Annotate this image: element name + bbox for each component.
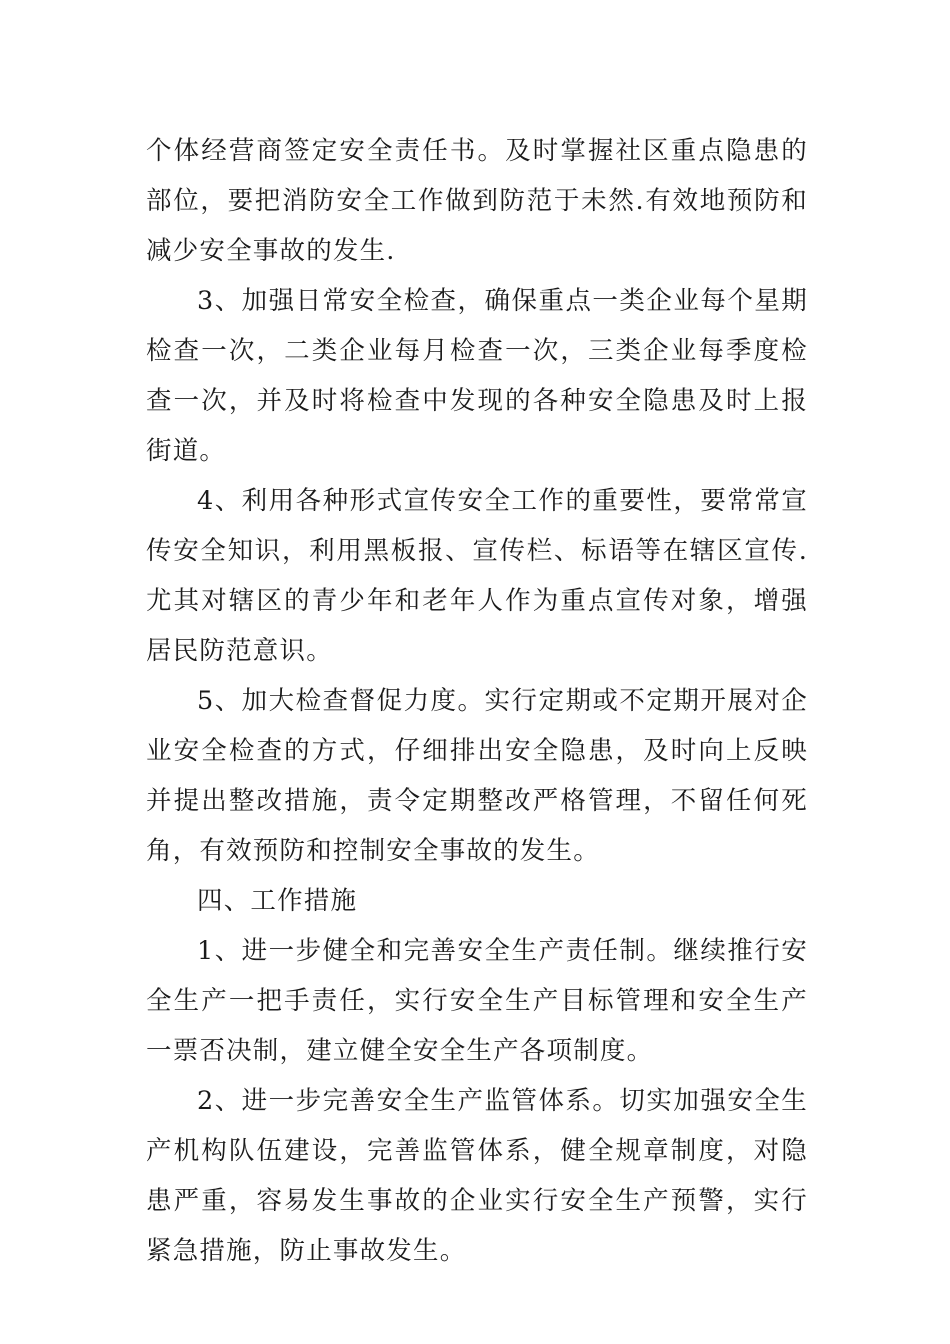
paragraph-measure-1: 1、进一步健全和完善安全生产责任制。继续推行安全生产一把手责任，实行安全生产目标管理和安全生产一票否决制，建立健全安全生产各项制度。 — [146, 936, 808, 1066]
paragraph-continuation: 个体经营商签定安全责任书。及时掌握社区重点隐患的部位，要把消防安全工作做到防范于未然.有效地预防和减少安全事故的发生. — [146, 136, 808, 266]
paragraph-item-3: 3、加强日常安全检查，确保重点一类企业每个星期检查一次，二类企业每月检查一次，三类企业每季度检查一次，并及时将检查中发现的各种安全隐患及时上报街道。 — [146, 286, 808, 466]
paragraph-item-5: 5、加大检查督促力度。实行定期或不定期开展对企业安全检查的方式，仔细排出安全隐患，及时向上反映并提出整改措施，责令定期整改严格管理，不留任何死角，有效预防和控制安全事故的发生。 — [146, 686, 808, 866]
section-heading-work-measures: 四、工作措施 — [197, 886, 358, 916]
document-body — [146, 126, 808, 1276]
paragraph-item-4: 4、利用各种形式宣传安全工作的重要性，要常常宣传安全知识，利用黑板报、宣传栏、标语等在辖区宣传.尤其对辖区的青少年和老年人作为重点宣传对象，增强居民防范意识。 — [146, 486, 808, 666]
paragraph-measure-2: 2、进一步完善安全生产监管体系。切实加强安全生产机构队伍建设，完善监管体系，健全规章制度，对隐患严重，容易发生事故的企业实行安全生产预警，实行紧急措施，防止事故发生。 — [146, 1086, 808, 1266]
